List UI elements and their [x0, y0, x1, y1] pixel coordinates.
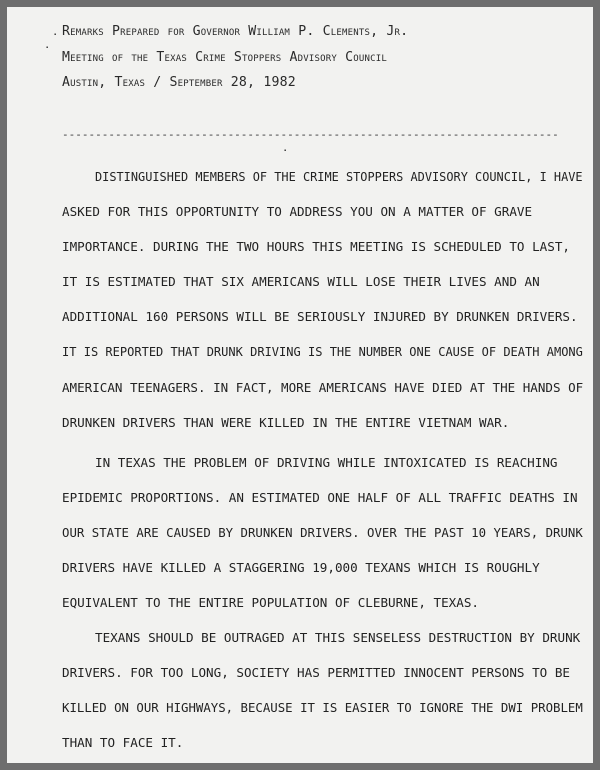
- body-line: DRUNKEN DRIVERS THAN WERE KILLED IN THE ENTIRE VIETNAM WAR.: [62, 415, 510, 430]
- margin-mark: ․: [53, 24, 58, 39]
- body-line: IN TEXAS THE PROBLEM OF DRIVING WHILE INTOXICATED IS REACHING: [95, 455, 558, 470]
- body-line: DRIVERS. FOR TOO LONG, SOCIETY HAS PERMITTED INNOCENT PERSONS TO BE: [62, 665, 570, 680]
- body-line: DISTINGUISHED MEMBERS OF THE CRIME STOPPERS ADVISORY COUNCIL, I HAVE: [95, 169, 583, 184]
- body-line: DRIVERS HAVE KILLED A STAGGERING 19,000 TEXANS WHICH IS ROUGHLY: [62, 560, 540, 575]
- body-line: AMERICAN TEENAGERS. IN FACT, MORE AMERICANS HAVE DIED AT THE HANDS OF: [62, 380, 584, 395]
- body-line: ASKED FOR THIS OPPORTUNITY TO ADDRESS YOU ON A MATTER OF GRAVE: [62, 204, 533, 219]
- margin-mark: ․: [283, 140, 288, 155]
- header-place-date-line: Austin, Texas / September 28, 1982: [62, 75, 296, 90]
- document-page: [7, 7, 593, 763]
- header-title-line: Remarks Prepared for Governor William P. Clements, Jr.: [62, 24, 409, 39]
- body-line: TEXANS SHOULD BE OUTRAGED AT THIS SENSELESS DESTRUCTION BY DRUNK: [95, 630, 581, 645]
- separator-rule: ---------------------------------------------------------------------------: [62, 128, 559, 141]
- body-line: KILLED ON OUR HIGHWAYS, BECAUSE IT IS EASIER TO IGNORE THE DWI PROBLEM: [62, 700, 583, 715]
- body-line: IT IS REPORTED THAT DRUNK DRIVING IS THE NUMBER ONE CAUSE OF DEATH AMONG: [62, 344, 583, 359]
- header-meeting-line: Meeting of the Texas Crime Stoppers Advisory Council: [62, 50, 387, 65]
- body-line: THAN TO FACE IT.: [62, 735, 184, 750]
- body-line: ADDITIONAL 160 PERSONS WILL BE SERIOUSLY INJURED BY DRUNKEN DRIVERS.: [62, 309, 578, 324]
- body-line: IMPORTANCE. DURING THE TWO HOURS THIS MEETING IS SCHEDULED TO LAST,: [62, 239, 570, 254]
- margin-mark: ․: [45, 37, 50, 52]
- body-line: EQUIVALENT TO THE ENTIRE POPULATION OF CLEBURNE, TEXAS.: [62, 595, 480, 610]
- body-line: IT IS ESTIMATED THAT SIX AMERICANS WILL LOSE THEIR LIVES AND AN: [62, 274, 540, 289]
- body-line: EPIDEMIC PROPORTIONS. AN ESTIMATED ONE HALF OF ALL TRAFFIC DEATHS IN: [62, 490, 578, 505]
- body-line: OUR STATE ARE CAUSED BY DRUNKEN DRIVERS. OVER THE PAST 10 YEARS, DRUNK: [62, 525, 583, 540]
